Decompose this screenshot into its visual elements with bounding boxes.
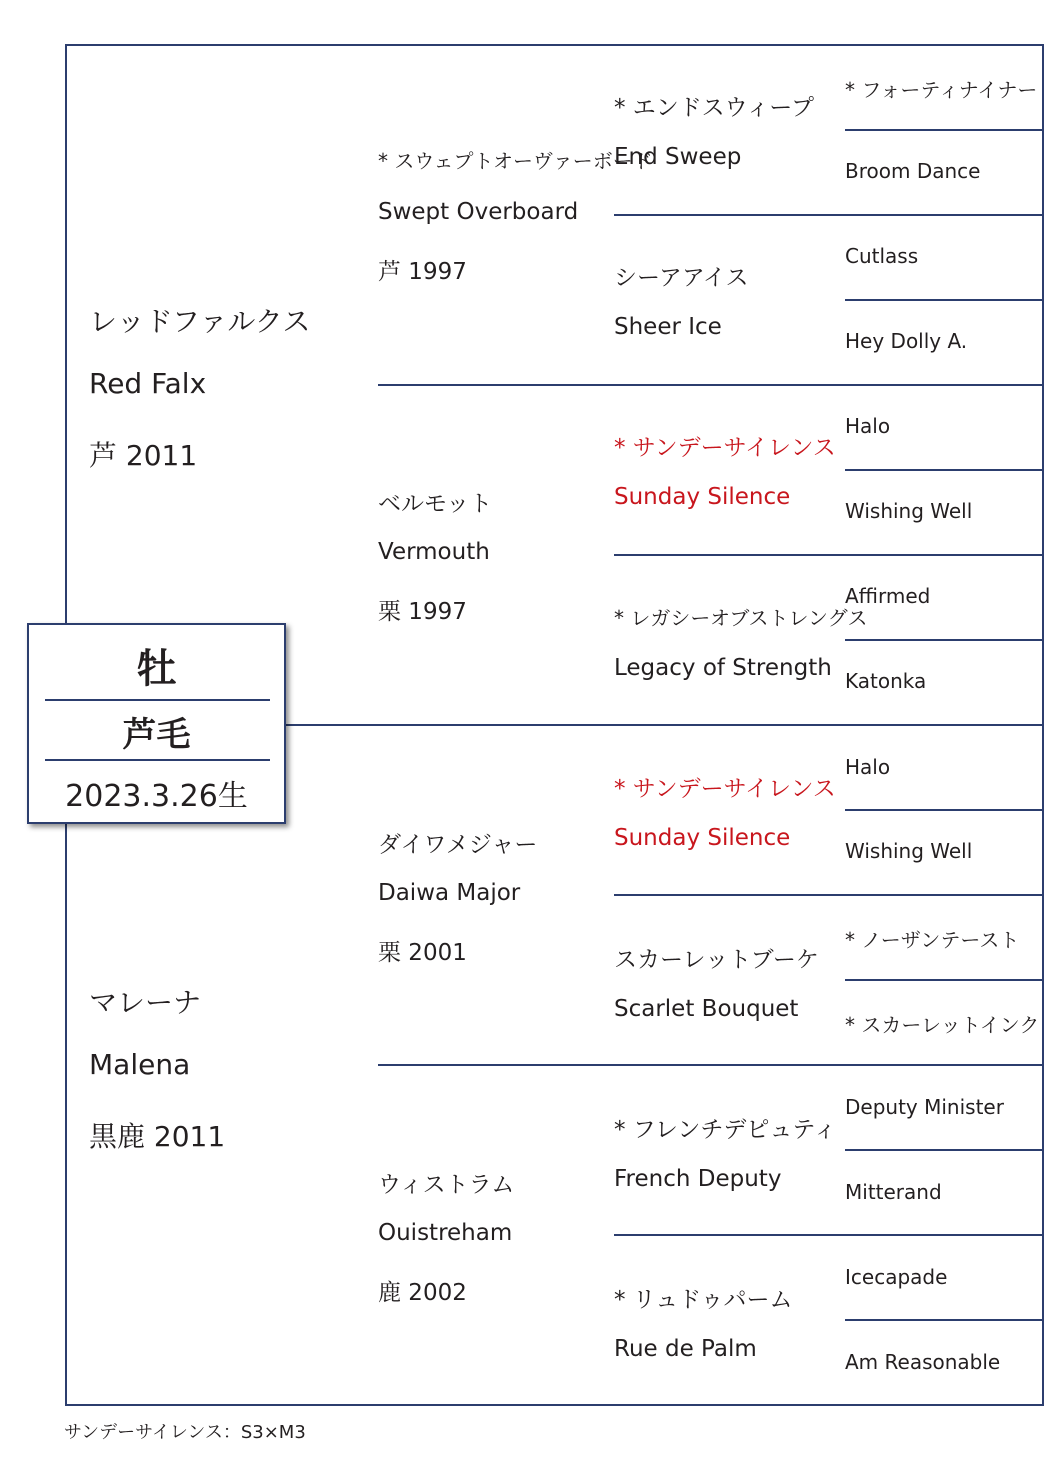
- dd-name-en: Ouistreham: [378, 1220, 513, 1246]
- ddd-name-en: Rue de Palm: [614, 1336, 757, 1362]
- ds-name-jp: ダイワメジャー: [378, 832, 538, 858]
- dsds-name: * ノーザンテースト: [845, 928, 1020, 952]
- ss-name-en: Swept Overboard: [378, 199, 579, 225]
- divider-g2-top: [378, 384, 1044, 386]
- sd-name-en: Vermouth: [378, 539, 490, 565]
- dsdd-name: * スカーレットインク: [845, 1013, 1040, 1037]
- divider-g4-1: [845, 129, 1044, 131]
- ddd-name-jp: * リュドゥパーム: [614, 1287, 793, 1313]
- dd-info: 鹿 2002: [378, 1280, 467, 1306]
- frame-top: [65, 44, 1044, 46]
- divider-g4-2: [845, 299, 1044, 301]
- sddd-name: Katonka: [845, 669, 927, 693]
- dddd-name: Am Reasonable: [845, 1350, 1001, 1374]
- horse-coat-color: 芦毛: [122, 715, 191, 755]
- ssd-name-en: Sheer Ice: [614, 314, 722, 340]
- sdd-name-en: Legacy of Strength: [614, 655, 832, 681]
- dds-name-en: French Deputy: [614, 1166, 782, 1192]
- ddss-name: Deputy Minister: [845, 1095, 1004, 1119]
- ddsd-name: Mitterand: [845, 1180, 942, 1204]
- frame-bottom: [65, 1404, 1044, 1406]
- divider-g4-6: [845, 979, 1044, 981]
- divider-g4-5: [845, 809, 1044, 811]
- dss-name-en: Sunday Silence: [614, 825, 791, 851]
- sd-info: 栗 1997: [378, 599, 467, 625]
- divider-g3-1: [614, 214, 1044, 216]
- sire-name-en: Red Falx: [89, 367, 207, 400]
- dssd-name: Wishing Well: [845, 839, 973, 863]
- dds-name-jp: * フレンチデピュティ: [614, 1117, 837, 1143]
- ds-info: 栗 2001: [378, 940, 467, 966]
- divider-g3-4: [614, 1234, 1044, 1236]
- dd-name-jp: ウィストラム: [378, 1172, 515, 1198]
- ssds-name: Cutlass: [845, 244, 919, 268]
- sds-name-en: Sunday Silence: [614, 484, 791, 510]
- sire-info: 芦 2011: [89, 439, 198, 472]
- divider-g4-8: [845, 1319, 1044, 1321]
- divider-g3-2: [614, 554, 1044, 556]
- card-separator-1: [45, 699, 270, 701]
- dsd-name-en: Scarlet Bouquet: [614, 996, 799, 1022]
- sdss-name: Halo: [845, 414, 891, 438]
- horse-birth-date: 2023.3.26生: [65, 779, 248, 814]
- dsss-name: Halo: [845, 755, 891, 779]
- sss-name-en: End Sweep: [614, 144, 742, 170]
- ddds-name: Icecapade: [845, 1265, 948, 1289]
- inbreeding-note: サンデーサイレンス：S3×M3: [64, 1422, 306, 1443]
- divider-g3-3: [614, 894, 1044, 896]
- card-separator-2: [45, 759, 270, 761]
- horse-info-card: [27, 623, 286, 824]
- horse-sex: 牡: [136, 646, 177, 692]
- ssdd-name: Hey Dolly A.: [845, 329, 968, 353]
- sds-name-jp: * サンデーサイレンス: [614, 435, 836, 461]
- divider-main: [286, 724, 1044, 726]
- divider-g2-bottom: [378, 1064, 1044, 1066]
- sdds-name: Affirmed: [845, 584, 931, 608]
- sdsd-name: Wishing Well: [845, 499, 973, 523]
- ds-name-en: Daiwa Major: [378, 880, 521, 906]
- sss-name-jp: * エンドスウィープ: [614, 95, 815, 121]
- dss-name-jp: * サンデーサイレンス: [614, 776, 836, 802]
- ssd-name-jp: シーアアイス: [614, 265, 749, 291]
- sire-name-jp: レッドファルクス: [89, 305, 311, 338]
- dam-name-en: Malena: [89, 1048, 191, 1081]
- sd-name-jp: ベルモット: [378, 491, 493, 517]
- divider-g4-3: [845, 469, 1044, 471]
- sdd-name-jp: * レガシーオブストレングス: [614, 606, 868, 630]
- dam-info: 黒鹿 2011: [89, 1120, 226, 1153]
- ssss-name: * フォーティナイナー: [845, 78, 1038, 102]
- ss-info: 芦 1997: [378, 259, 467, 285]
- divider-g4-4: [845, 639, 1044, 641]
- dsd-name-jp: スカーレットブーケ: [614, 947, 819, 973]
- dam-name-jp: マレーナ: [89, 986, 202, 1019]
- ss-name-jp: * スウェプトオーヴァーボード: [378, 149, 653, 173]
- divider-g4-7: [845, 1149, 1044, 1151]
- sssd-name: Broom Dance: [845, 159, 981, 183]
